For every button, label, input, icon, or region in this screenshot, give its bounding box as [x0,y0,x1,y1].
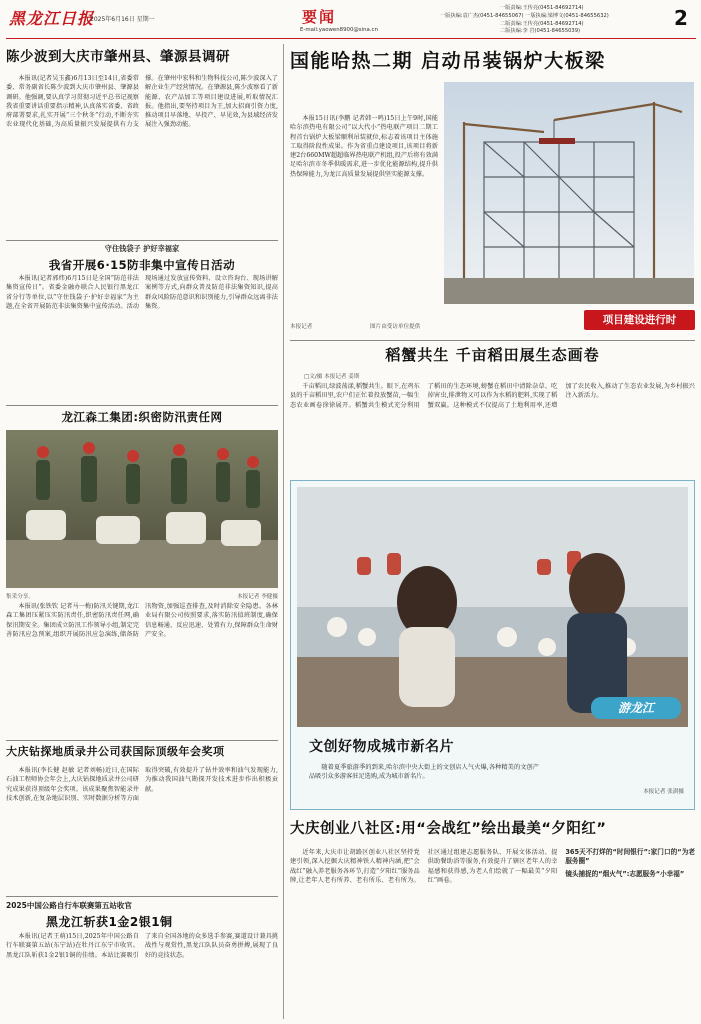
article-subhead: 镜头捕捉的“烟火气”:志愿服务“小幸福” [565,869,685,878]
feature-cultural-goods [290,480,695,810]
article-body: 本报讯(记者郭炜)6月15日是全国“防范非法集资宣传日”。省委金融办联合人民银行黑龙江省分行等单位,以“守住钱袋子·护好幸福家”为主题,在全省开展防范非法集资集中宣传活动。活动现场通过发放宣传资料、设立咨询台、现场讲解案例等方式,向群众普及防范非法集资知识,提高群众风险防范意识和识别能力,引导群众远离非法集资。 [6,275,278,310]
feature-title: 文创好物成城市新名片 [309,739,454,755]
article-title: 黑龙江斩获1金2银1铜 [46,915,173,929]
shop-scene-image [297,487,688,727]
editor-credit: 二版责编:王传亮(0451-84692714) [500,20,584,27]
photo-credit: 本报记者 张澍摄 [643,789,684,795]
boiler-structure-image [444,82,694,304]
article-title: 稻蟹共生 千亩稻田展生态画卷 [385,346,600,364]
photo-caption: 集采分享。 [6,594,34,600]
article-title: 大庆创业八社区:用“会战红”绘出最美“夕阳红” [290,821,607,837]
article-body: 本报讯(记者王萌)15日,2025年中国公路自行车联赛第五站(东宁站)在牡丹江东宁市收官。黑龙江队斩获1金2银1铜的佳绩。本站比赛吸引了来自全国各地的众多选手参赛,赛道设计兼具挑战性与观赏性,黑龙江队队员奋勇拼搏,展现了良好的竞技状态。 [6,933,278,959]
article-title: 大庆钻探地质录井公司获国际顶级年会奖项 [6,745,225,758]
article-guoneng [290,48,695,338]
article-subhead: 365天不打烊的“时间银行”:家门口的“为老服务圈” [565,848,695,866]
article-community [290,818,695,1020]
article-byline: 本报记者 [290,324,313,330]
article-kicker: 守住钱袋子 护好幸福家 [104,244,180,253]
feature-text: 随着夏季旅游季的到来,哈尔滨中央大街上的文创店人气火爆,各种精美的文创产品吸引众多游客驻足选购,成为城市新名片。 [309,764,539,781]
construction-photo [444,82,694,304]
photo-credit: 图片由受访单位提供 [370,324,421,330]
article-kicker: 2025中国公路自行车联赛第五站收官 [6,901,132,910]
article-body: 本报讯(张铁钦 记者马一梅)防汛关键期,龙江森工集团压紧压实防汛责任,织密防汛责任网,确保汛期安全。集团成立防汛工作领导小组,制定完善防汛应急预案,组织开展防汛应急演练,储备防汛物资,加强巡查排查,及时消除安全隐患。各林业局有限公司按照要求,落实防汛值班制度,确保信息畅通、反应迅速、处置有力,保障群众生命财产安全。 [6,603,278,638]
editor-credit: 一版责编:王传亮(0451-84692714) [500,5,584,11]
article-rice-crab [290,344,695,474]
article-drilling-award [6,744,278,894]
section-email: E-mail:yaowen8900@sina.cn [300,27,378,33]
project-label [584,310,695,330]
page-number: 2 [674,6,688,30]
project-label-text: 项目建设进行时 [602,314,677,326]
article-title: 国能哈热二期 启动吊装锅炉大板梁 [290,50,606,72]
article-title: 陈少波到大庆市肇州县、肇源县调研 [6,49,230,65]
feature-badge-text: 游龙江 [617,701,654,715]
article-body: 千亩稻田,绿波荡漾,稻蟹共生。眼下,在鸡东县的千亩稻田里,农户们正忙着投放蟹苗,一幅生态农业画卷徐徐展开。稻蟹共生模式充分利用了稻田的生态环境,螃蟹在稻田中清除杂草、吃掉害虫,排泄物又可以作为水稻的肥料,实现了稻蟹双赢。这种模式不仅提高了土地利用率,还增加了农民收入,推动了生态农业发展,为乡村振兴注入新活力。 [290,383,695,409]
feature-badge [591,697,681,719]
issue-date: 2025年6月16日 星期一 [90,16,155,23]
article-forestry-flood [6,408,278,738]
editor-credit: 二版执编:李 岩(0451-84655039) [500,28,581,35]
article-body: 本报15日讯(李鹏 记者韩一鸣)15日上午9时,国能哈尔滨热电有限公司“以大代小”热电联产项目二期工程首台锅炉大板梁顺利吊装就位,标志着该项目主体施工取得阶段性成果。作为省重点建设项目,该项目将新建2台660MW超超临界热电联产机组,投产后将有效满足哈尔滨市冬季供暖需求,进一步优化能源结构,提升供热保障能力,为龙江高质量发展提供坚实能源支撑。 [290,115,438,178]
masthead [0,0,701,42]
article-cycling [6,900,278,1020]
article-byline: □文/摄 本报记者 姜斯 [304,374,360,380]
article-title: 龙江森工集团:织密防汛责任网 [61,410,223,424]
newspaper-logo: 黑龙江日报 [9,9,95,28]
cultural-shop-photo [297,487,688,727]
article-title: 我省开展6·15防非集中宣传日活动 [48,258,236,272]
editor-credits [440,5,665,36]
article-chen-shaobo [6,48,278,238]
article-body: 近年来,大庆市让胡路区创业八社区坚持党建引领,深入挖掘大庆精神铁人精神内涵,把“会战红”融入养老服务各环节,打造“夕阳红”服务品牌,让老年人老有所养、老有所乐、老有所为。社区通过组建志愿服务队、开展文体活动、提供助餐助浴等服务,有效提升了辖区老年人的幸福感和获得感,为老人们绘就了一幅最美“夕阳红”画卷。 365天不打烊的“时间银行”:家门口的“为老服务圈” 镜头捕捉的“烟火气”:志愿服务“小幸福” [290,848,695,884]
photo-credit: 本报记者 李健摄 [237,594,278,600]
flood-drill-image [6,430,278,588]
article-anti-fraud [6,244,278,404]
editor-credit: 一版执编:袁广杰(0451-84655067) 一版执编:梁博文(0451-84655632) [440,12,609,19]
section-title: 要闻 [302,8,337,26]
article-body: 本报讯(李长健 赵敏 记者刘畅)近日,在国际石油工程师协会年会上,大庆钻探地质录井公司研究成果获得顶级年会奖项。该成果聚焦智能录井技术创新,在复杂地层识别、实时数据分析等方面取得突破,有效提升了钻井效率和油气发现能力,为推动我国油气勘探开发技术进步作出积极贡献。 [6,767,278,802]
article-body: 本报讯(记者吴玉鑫)6月13日至14日,省委常委、常务副省长陈少波到大庆市肇州县、肇源县调研。他强调,要认真学习贯彻习近平总书记视察我省重要讲话重要指示精神,认真落实省委、省政府部署要求,扎实开展“三个秋冬”行动,不断夯实农业现代化基础,为高质量振兴发展提供有力支撑。在肇州中宏科和生物科技公司,陈少波深入了解企业生产经营情况。在肇源县,陈少波察看了新能源、农产品加工等项目建设进展,听取情况汇报。他指出,要坚持项目为王,加大招商引资力度,推动项目早落地、早投产、早见效,为县域经济发展注入强劲动能。 [6,75,278,129]
flood-drill-photo [6,430,278,588]
